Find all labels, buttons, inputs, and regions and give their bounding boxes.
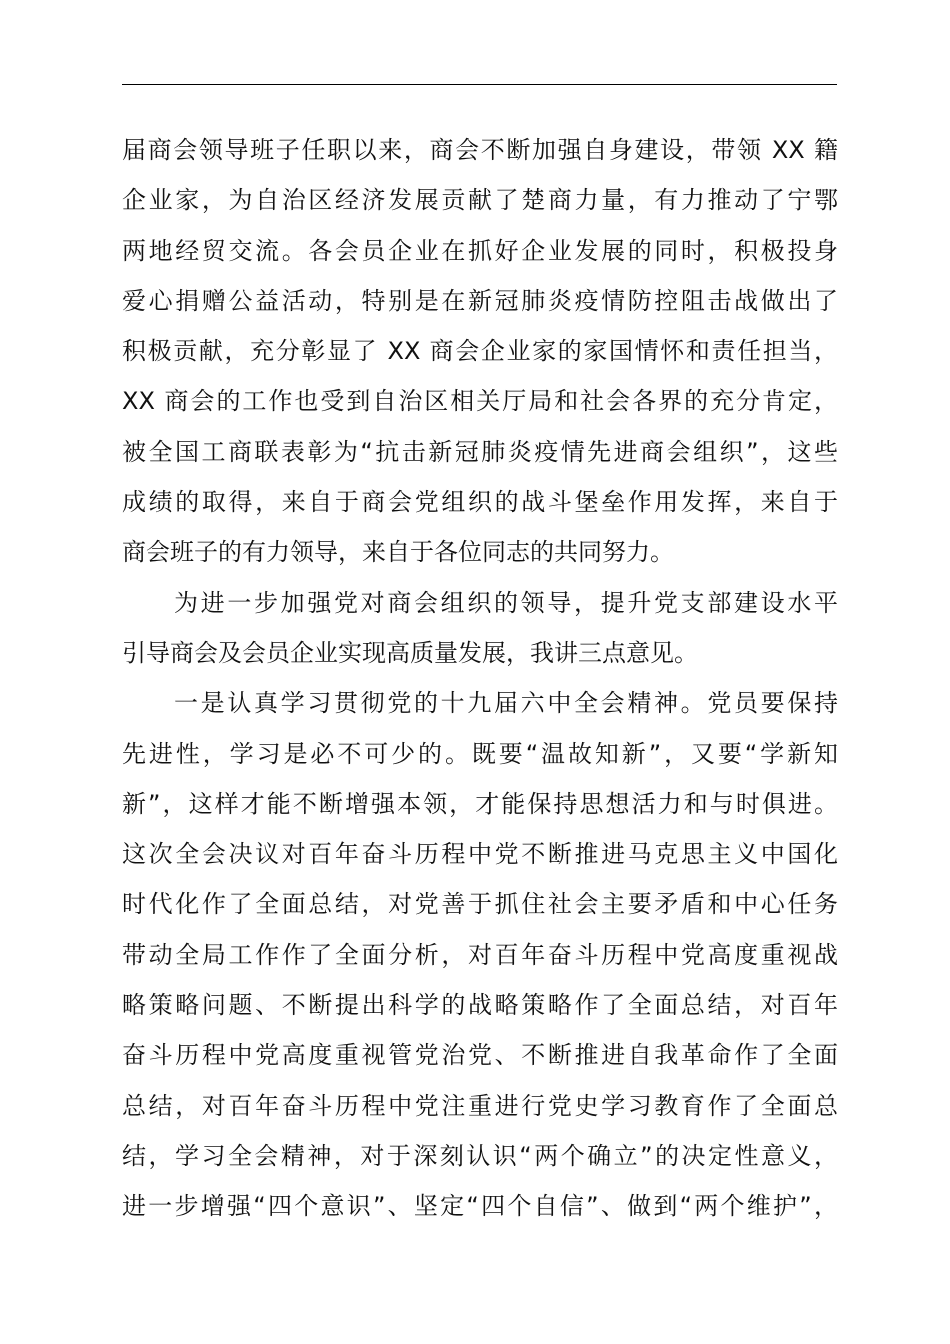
text-line-paragraph-start: 一是认真学习贯彻党的十九届六中全会精神。党员要保持 <box>174 689 838 718</box>
text-line: 企业家，为自治区经济发展贡献了楚商力量，有力推动了宁鄂 <box>122 186 838 215</box>
text-line: 略策略问题、不断提出科学的战略策略作了全面总结，对百年 <box>122 991 838 1020</box>
body-text <box>122 125 838 1232</box>
text-line: 带动全局工作作了全面分析，对百年奋斗历程中党高度重视战 <box>122 940 838 969</box>
text-line: 先进性，学习是必不可少的。既要“温故知新”，又要“学新知 <box>122 739 838 768</box>
text-line: 被全国工商联表彰为“抗击新冠肺炎疫情先进商会组织”，这些 <box>122 437 838 466</box>
text-line: 这次全会决议对百年奋斗历程中党不断推进马克思主义中国化 <box>122 840 838 869</box>
text-line: 积极贡献，充分彰显了 XX 商会企业家的家国情怀和责任担当， <box>122 337 838 366</box>
text-line: XX 商会的工作也受到自治区相关厅局和社会各界的充分肯定， <box>122 387 838 416</box>
text-line: 奋斗历程中党高度重视管党治党、不断推进自我革命作了全面 <box>122 1041 838 1070</box>
text-line: 进一步增强“四个意识”、坚定“四个自信”、做到“两个维护”， <box>122 1192 838 1221</box>
text-line: 商会班子的有力领导，来自于各位同志的共同努力。 <box>122 538 674 567</box>
text-line: 成绩的取得，来自于商会党组织的战斗堡垒作用发挥，来自于 <box>122 488 838 517</box>
header-rule <box>122 84 837 85</box>
text-line: 时代化作了全面总结，对党善于抓住社会主要矛盾和中心任务 <box>122 890 838 919</box>
text-line-paragraph-start: 为进一步加强党对商会组织的领导，提升党支部建设水平 <box>174 588 838 617</box>
text-line: 引导商会及会员企业实现高质量发展，我讲三点意见。 <box>122 638 698 667</box>
text-line: 总结，对百年奋斗历程中党注重进行党史学习教育作了全面总 <box>122 1091 838 1120</box>
text-line: 两地经贸交流。各会员企业在抓好企业发展的同时，积极投身 <box>122 236 838 265</box>
text-line: 新”，这样才能不断增强本领，才能保持思想活力和与时俱进。 <box>122 789 838 818</box>
text-line: 届商会领导班子任职以来，商会不断加强自身建设，带领 XX 籍 <box>122 136 838 164</box>
text-line: 结，学习全会精神，对于深刻认识“两个确立”的决定性意义， <box>122 1141 838 1170</box>
text-line: 爱心捐赠公益活动，特别是在新冠肺炎疫情防控阻击战做出了 <box>122 286 838 315</box>
